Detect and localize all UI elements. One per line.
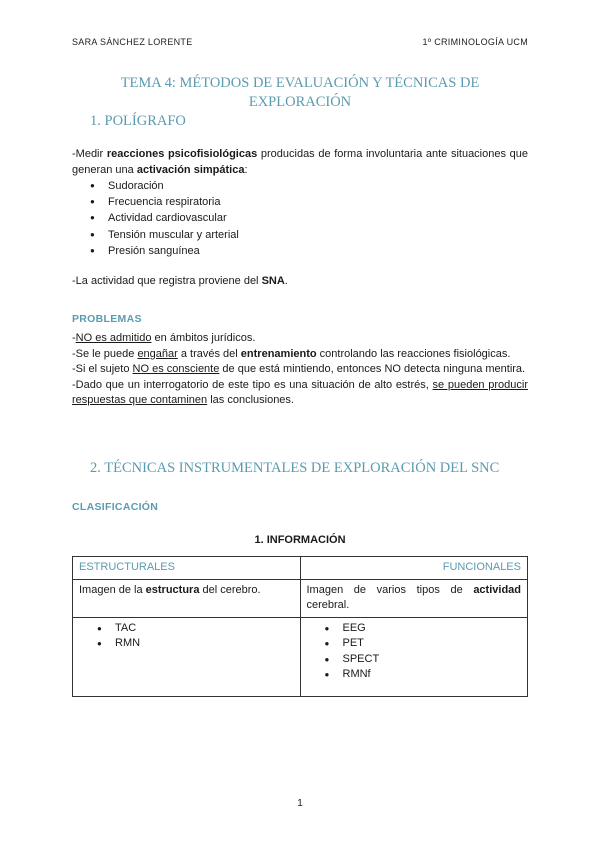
- polygraph-intro: -Medir reacciones psicofisiológicas producidas de forma involuntaria ante situaciones que generan una activación simpática:: [72, 148, 528, 176]
- problem-3: -Si el sujeto NO es consciente de que está mintiendo, entonces NO detecta ninguna mentira.: [72, 363, 526, 375]
- page-title: [72, 74, 528, 112]
- classification-table: [72, 556, 528, 697]
- section-2-heading: 2. TÉCNICAS INSTRUMENTALES DE EXPLORACIÓN DEL SNC: [90, 460, 500, 476]
- problems-heading: PROBLEMAS: [72, 313, 142, 325]
- section-1-heading: 1. POLÍGRAFO: [90, 113, 186, 129]
- functional-techniques: [300, 617, 528, 696]
- sna-line: -La actividad que registra proviene del SNA.: [72, 275, 288, 287]
- list-item: ● Actividad cardiovascular: [90, 210, 239, 226]
- problem-4: -Dado que un interrogatorio de este tipo es una situación de alto estrés, se pueden producir respuestas que contaminen las conclusiones.: [72, 378, 528, 406]
- table-row: [73, 579, 528, 617]
- header-course: 1º CRIMINOLOGÍA UCM: [422, 37, 528, 47]
- bold-term: activación simpática: [136, 163, 245, 176]
- header-author: SARA SÁNCHEZ LORENTE: [72, 37, 193, 47]
- functional-header: FUNCIONALES: [300, 557, 528, 580]
- structural-header: ESTRUCTURALES: [73, 557, 301, 580]
- list-item: ● Sudoración: [90, 178, 239, 194]
- problem-2: -Se le puede engañar a través del entrenamiento controlando las reacciones fisiológicas.: [72, 347, 511, 360]
- page-number: 1: [297, 798, 303, 809]
- list-item: ● RMN: [97, 636, 294, 652]
- polygraph-measures-list: [90, 178, 239, 259]
- classification-heading: CLASIFICACIÓN: [72, 501, 159, 513]
- list-item: ● Frecuencia respiratoria: [90, 194, 239, 210]
- structural-techniques: [73, 617, 301, 696]
- bold-term: SNA: [261, 275, 285, 287]
- list-item: ● PET: [325, 636, 522, 652]
- functional-description: Imagen de varios tipos de actividad cerebral.: [300, 579, 528, 617]
- list-item: ● SPECT: [325, 652, 522, 668]
- structural-description: Imagen de la estructura del cerebro.: [73, 579, 301, 617]
- problem-1: -NO es admitido en ámbitos jurídicos.: [72, 332, 256, 344]
- title-line-2: EXPLORACIÓN: [248, 94, 352, 110]
- list-item: ● Tensión muscular y arterial: [90, 227, 239, 243]
- title-line-1: TEMA 4: MÉTODOS DE EVALUACIÓN Y TÉCNICAS DE: [120, 75, 480, 91]
- list-item: ● TAC: [97, 621, 294, 637]
- information-heading: 1. INFORMACIÓN: [254, 534, 346, 546]
- problems-text: [72, 331, 528, 409]
- list-item: ● EEG: [325, 621, 522, 637]
- table-row: [73, 617, 528, 696]
- list-item: ● Presión sanguínea: [90, 243, 239, 259]
- bold-term: reacciones psicofisiológicas: [106, 148, 258, 160]
- list-item: ● RMNf: [325, 667, 522, 683]
- table-header-row: [73, 557, 528, 580]
